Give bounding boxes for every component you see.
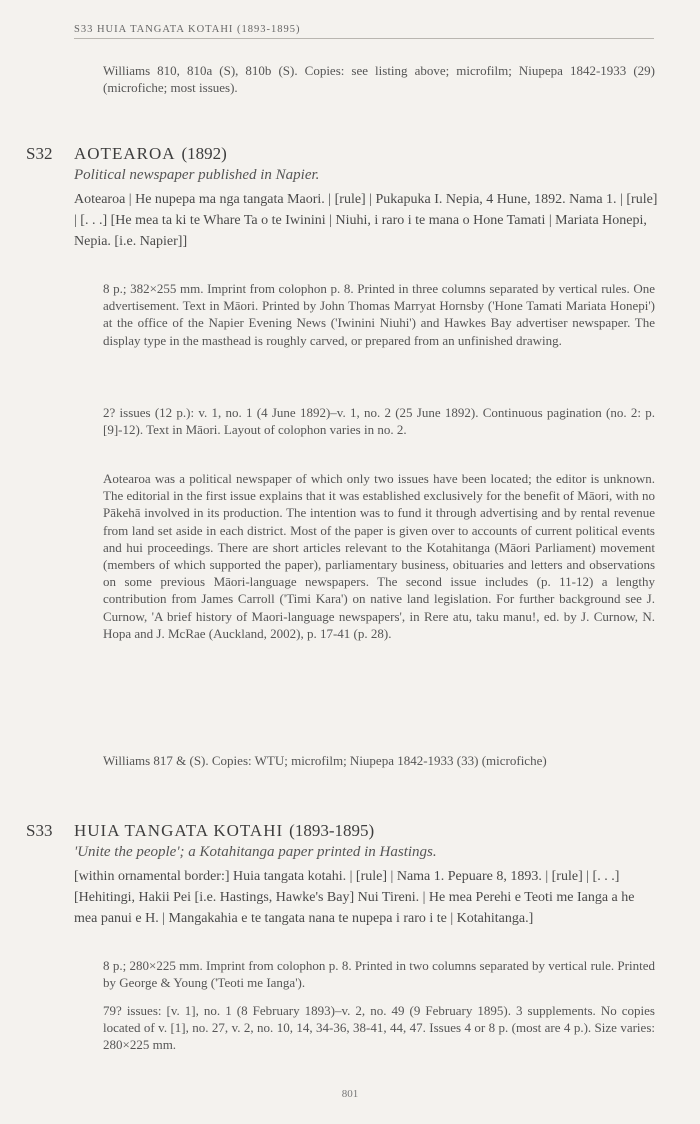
entry-title-text: HUIA TANGATA KOTAHI (74, 821, 284, 840)
carryover-holdings: Williams 810, 810a (S), 810b (S). Copies: see listing above; microfilm; Niupepa 1842-1933 (29) (microfiche; most issues). (103, 63, 655, 96)
entry-subtitle-s33: 'Unite the people'; a Kotahitanga paper printed in Hastings. (74, 844, 437, 860)
entry-number-s32: S32 (26, 144, 53, 163)
entry-issues-s32: 2? issues (12 p.): v. 1, no. 1 (4 June 1892)–v. 1, no. 2 (25 June 1892). Continuous pagination (no. 2: p. [9]-12). Text in Māori. Layout of colophon varies in no. 2. (103, 405, 655, 438)
entry-holdings-s32: Williams 817 & (S). Copies: WTU; microfilm; Niupepa 1842-1933 (33) (microfiche) (103, 753, 547, 768)
entry-title-text: AOTEAROA (74, 144, 176, 163)
entry-number-s33: S33 (26, 821, 53, 840)
entry-year: (1893-1895) (289, 821, 375, 840)
entry-title-s33 (74, 821, 374, 841)
entry-transcript-s32: Aotearoa | He nupepa ma nga tangata Maori. | [rule] | Pukapuka I. Nepia, 4 Hune, 1892. Nama 1. | [rule] | [. . .] [He mea ta ki te Whare Ta o te Iwinini | Niuhi, i raro i te mana o Hone Tamati | Mariata Honepi, Nepia. [i.e. Napier]] (74, 192, 658, 249)
entry-physical-s33: 8 p.; 280×225 mm. Imprint from colophon p. 8. Printed in two columns separated by vertical rule. Printed by George & Young ('Teoti me Ianga'). (103, 958, 655, 991)
entry-subtitle-s32: Political newspaper published in Napier. (74, 167, 320, 183)
entry-title-s32 (74, 144, 227, 164)
running-head: S33 HUIA TANGATA KOTAHI (1893-1895) (74, 24, 654, 39)
entry-issues-s33: 79? issues: [v. 1], no. 1 (8 February 1893)–v. 2, no. 49 (9 February 1895). 3 supplements. No copies located of v. [1], no. 27, v. 2, no. 10, 14, 34-36, 38-41, 44, 47. Issues 4 or 8 p. (most are 4 p.). Size varies: 280×225 mm. (103, 1003, 655, 1053)
entry-history-s32: Aotearoa was a political newspaper of which only two issues have been located; the editor is unknown. The editorial in the first issue explains that it was established exclusively for the benefit of Māori, with no Pākehā involved in its production. The intention was to fund it through advertising and by rental revenue from land set aside in each district. Most of the paper is given over to accounts of current political events and hui proceedings. There are short articles relevant to the Kotahitanga (Māori Parliament) movement (members of which supported the paper), parliamentary business, obituaries and letters and observations on some previous Māori-language newspapers. The second issue includes (p. 11-12) a lengthy contribution from James Carroll ('Timi Kara') on native land legislation. For further background see J. Curnow, 'A brief history of Maori-language newspapers', in Rere atu, taku manu!, ed. by J. Curnow, N. Hopa and J. McRae (Auckland, 2002), p. 17-41 (p. 28). (103, 471, 655, 641)
page-number: 801 (341, 1088, 359, 1100)
entry-transcript-s33: [within ornamental border:] Huia tangata kotahi. | [rule] | Nama 1. Pepuare 8, 1893. | [rule] | [. . .] [Hehitingi, Hakii Pei [i.e. Hastings, Hawke's Bay] Nui Tireni. | He mea Perehi e Teoti me Ianga a he mea panui e H. | Mangakahia e te tangata nana te nupepa i raro i te | Kotahitanga.] (74, 869, 635, 926)
entry-physical-s32: 8 p.; 382×255 mm. Imprint from colophon p. 8. Printed in three columns separated by vertical rules. One advertisement. Text in Māori. Printed by John Thomas Marryat Hornsby ('Hone Tamati Mariata Honepi') at the office of the Napier Evening News ('Iwinini Niuhi') and Hawkes Bay advertiser newspaper. The display type in the masthead is roughly carved, or prepared from an unfinished drawing. (103, 281, 655, 348)
entry-year: (1892) (181, 144, 227, 163)
